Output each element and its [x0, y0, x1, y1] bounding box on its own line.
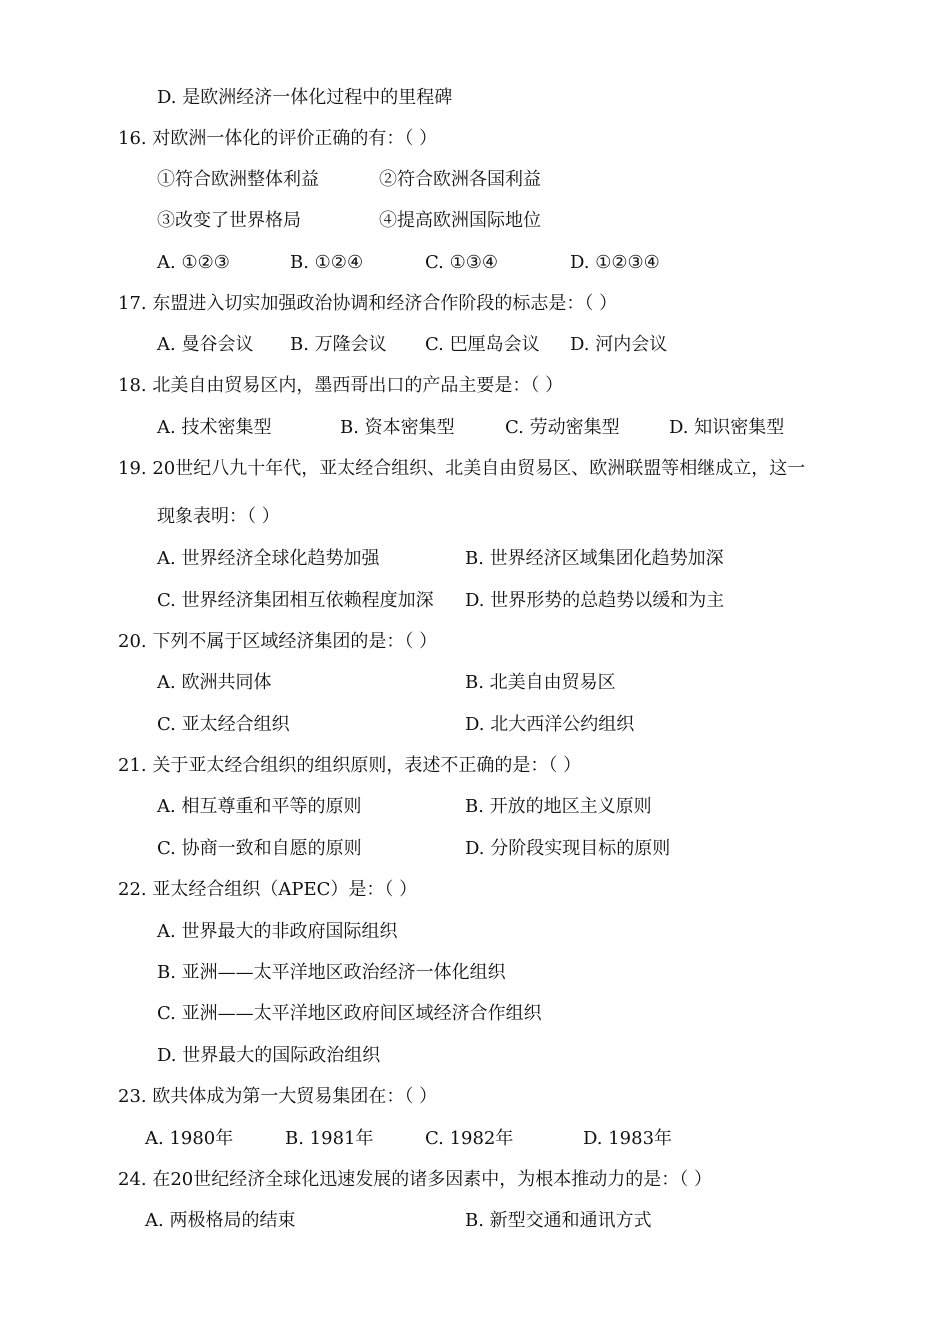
q19-option-c: C. 世界经济集团相互依赖程度加深 — [157, 590, 434, 611]
q23-option-b: B. 1981年 — [285, 1128, 374, 1149]
q20-option-b: B. 北美自由贸易区 — [465, 672, 616, 693]
question-23: 23. 欧共体成为第一大贸易集团在：（ ） — [118, 1086, 438, 1107]
q23-option-a: A. 1980年 — [145, 1128, 234, 1149]
q16-statement-3: ③改变了世界格局 — [157, 210, 301, 231]
q19-option-d: D. 世界形势的总趋势以缓和为主 — [465, 590, 725, 611]
q16-option-d: D. ①②③④ — [570, 252, 660, 273]
q18-option-c: C. 劳动密集型 — [505, 417, 620, 438]
question-21: 21. 关于亚太经合组织的组织原则，表述不正确的是：（ ） — [118, 755, 582, 776]
question-16: 16. 对欧洲一体化的评价正确的有：（ ） — [118, 128, 438, 149]
q22-option-b: B. 亚洲——太平洋地区政治经济一体化组织 — [157, 962, 506, 983]
q15-option-d: D. 是欧洲经济一体化过程中的里程碑 — [157, 87, 453, 108]
q23-option-c: C. 1982年 — [425, 1128, 514, 1149]
q16-option-b: B. ①②④ — [290, 252, 364, 273]
q21-option-c: C. 协商一致和自愿的原则 — [157, 838, 362, 859]
q18-option-d: D. 知识密集型 — [669, 417, 785, 438]
q20-option-a: A. 欧洲共同体 — [157, 672, 272, 693]
q16-option-c: C. ①③④ — [425, 252, 498, 273]
q16-statement-1: ①符合欧洲整体利益 — [157, 169, 319, 190]
q19-option-b: B. 世界经济区域集团化趋势加深 — [465, 548, 724, 569]
q19-option-a: A. 世界经济全球化趋势加强 — [157, 548, 380, 569]
q18-option-a: A. 技术密集型 — [157, 417, 272, 438]
q17-option-c: C. 巴厘岛会议 — [425, 334, 540, 355]
q17-option-b: B. 万隆会议 — [290, 334, 387, 355]
q16-statement-2: ②符合欧洲各国利益 — [379, 169, 541, 190]
q17-option-a: A. 曼谷会议 — [157, 334, 254, 355]
q21-option-a: A. 相互尊重和平等的原则 — [157, 796, 362, 817]
q22-option-a: A. 世界最大的非政府国际组织 — [157, 921, 398, 942]
q17-option-d: D. 河内会议 — [570, 334, 668, 355]
q24-option-b: B. 新型交通和通讯方式 — [465, 1210, 652, 1231]
q23-option-d: D. 1983年 — [583, 1128, 673, 1149]
question-17: 17. 东盟进入切实加强政治协调和经济合作阶段的标志是：（ ） — [118, 293, 618, 314]
q16-statement-4: ④提高欧洲国际地位 — [379, 210, 541, 231]
question-18: 18. 北美自由贸易区内，墨西哥出口的产品主要是：（ ） — [118, 375, 564, 396]
question-19: 19. 20世纪八九十年代，亚太经合组织、北美自由贸易区、欧洲联盟等相继成立，这一 — [118, 458, 806, 479]
q20-option-d: D. 北大西洋公约组织 — [465, 714, 635, 735]
q22-option-d: D. 世界最大的国际政治组织 — [157, 1045, 381, 1066]
question-20: 20. 下列不属于区域经济集团的是：（ ） — [118, 631, 438, 652]
q16-option-a: A. ①②③ — [157, 252, 230, 273]
question-22: 22. 亚太经合组织（APEC）是：（ ） — [118, 879, 418, 900]
q21-option-b: B. 开放的地区主义原则 — [465, 796, 652, 817]
question-19-continued: 现象表明：（ ） — [157, 506, 280, 527]
q18-option-b: B. 资本密集型 — [340, 417, 455, 438]
q24-option-a: A. 两极格局的结束 — [145, 1210, 296, 1231]
question-24: 24. 在20世纪经济全球化迅速发展的诸多因素中，为根本推动力的是：（ ） — [118, 1169, 712, 1190]
q20-option-c: C. 亚太经合组织 — [157, 714, 290, 735]
q21-option-d: D. 分阶段实现目标的原则 — [465, 838, 671, 859]
q22-option-c: C. 亚洲——太平洋地区政府间区域经济合作组织 — [157, 1003, 542, 1024]
